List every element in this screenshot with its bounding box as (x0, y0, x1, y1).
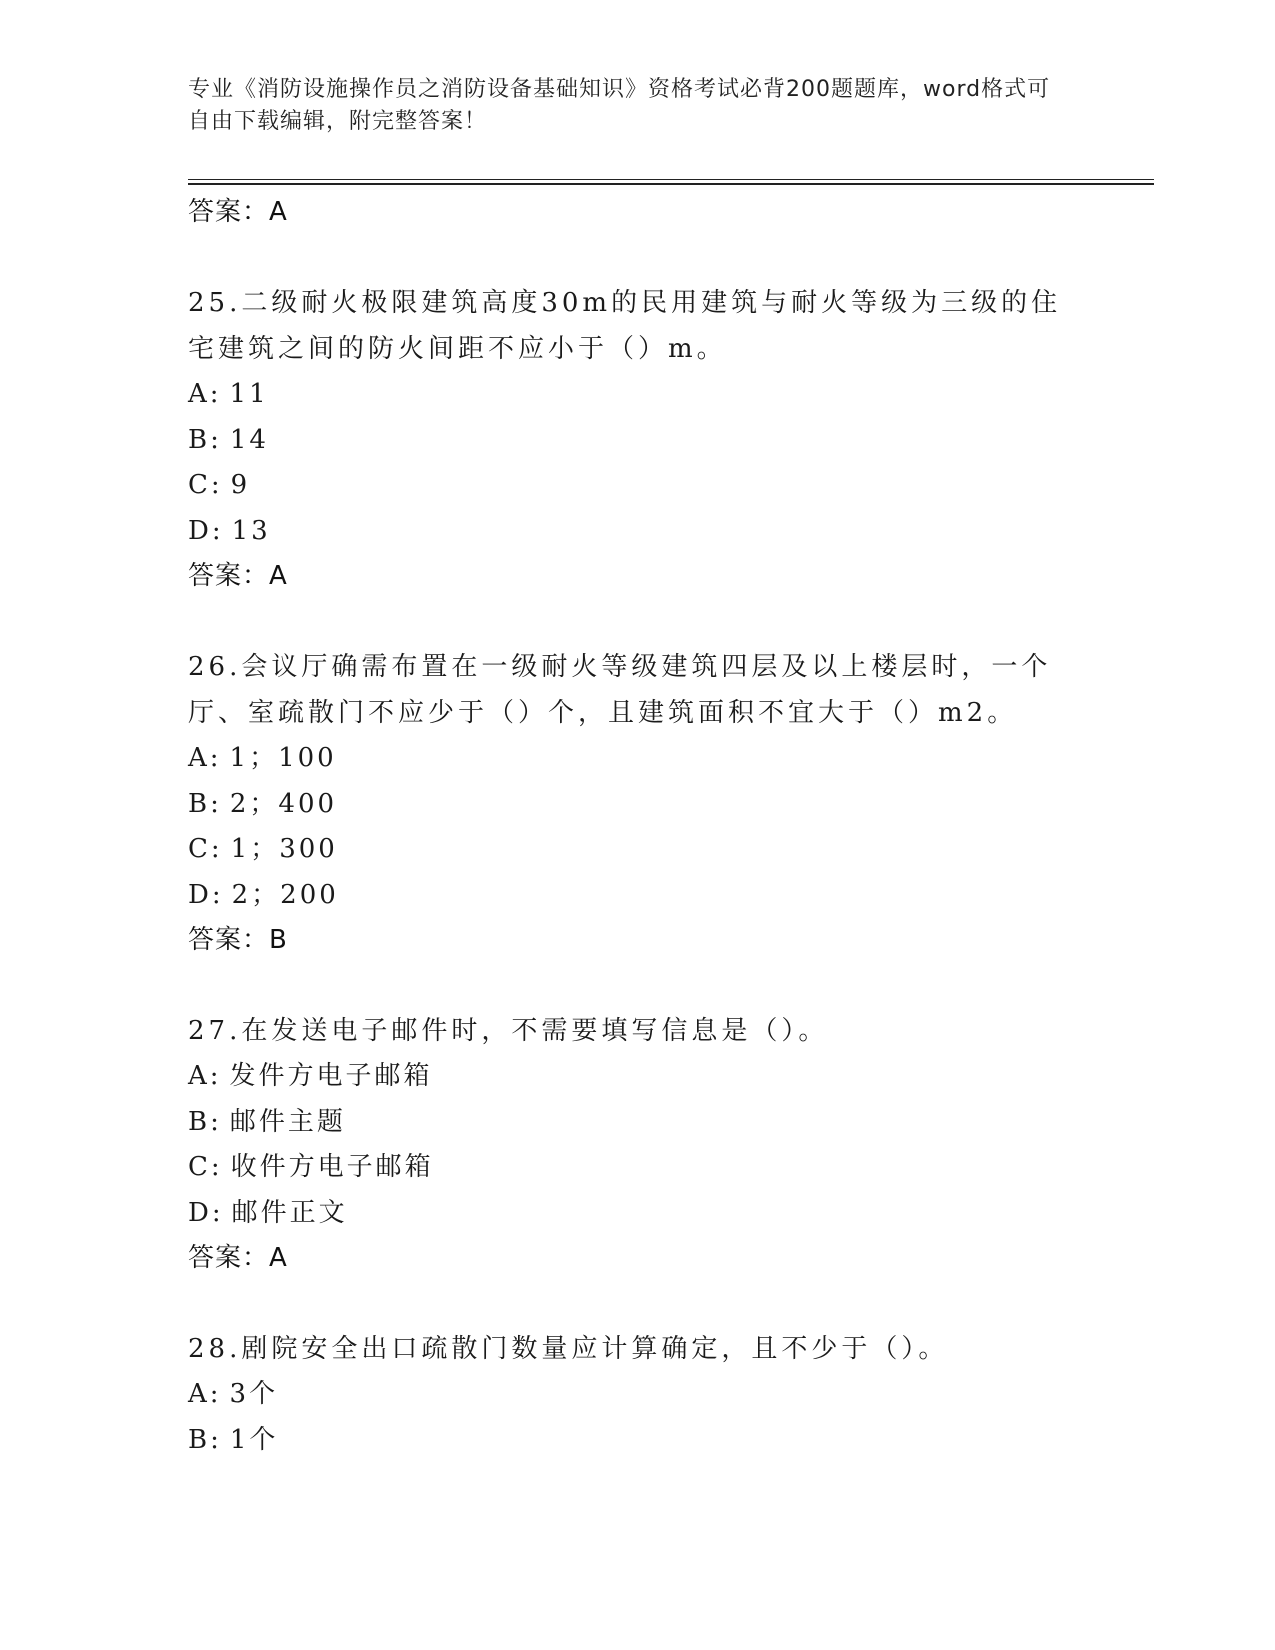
option-key: D (188, 879, 212, 910)
answer-line: 答案：A (188, 561, 288, 591)
question-list (188, 190, 1088, 1463)
option-key: D (188, 1197, 212, 1228)
option-d: D: 邮件正文 (188, 1197, 348, 1228)
option-text: 1；300 (230, 834, 338, 864)
option-b: B: 1个 (188, 1424, 279, 1455)
option-text: 邮件正文 (231, 1197, 348, 1228)
question-26 (188, 644, 1088, 962)
question-28 (188, 1326, 1088, 1463)
question-25 (188, 280, 1088, 598)
option-text: 收件方电子邮箱 (230, 1152, 434, 1182)
option-a: A: 3个 (188, 1379, 279, 1409)
option-text: 1个 (229, 1424, 279, 1455)
option-text: 1；100 (229, 743, 337, 773)
option-key: B (188, 1424, 211, 1455)
option-text: 9 (230, 470, 251, 500)
option-text: 邮件主题 (229, 1106, 346, 1137)
question-text: 27.在发送电子邮件时，不需要填写信息是（）。 (188, 1016, 829, 1046)
option-d: D: 2；200 (188, 879, 339, 910)
option-text: 13 (231, 515, 271, 546)
option-key: B (188, 424, 211, 455)
option-key: B (188, 788, 211, 819)
option-a: A: 发件方电子邮箱 (188, 1061, 433, 1091)
previous-answer: 答案：A (188, 197, 288, 227)
option-key: B (188, 1106, 211, 1137)
option-d: D: 13 (188, 515, 271, 546)
question-text: 28.剧院安全出口疏散门数量应计算确定，且不少于（）。 (188, 1334, 949, 1364)
question-text: 26.会议厅确需布置在一级耐火等级建筑四层及以上楼层时，一个厅、室疏散门不应少于（）个，且建筑面积不宜大于（）m2。 (188, 652, 1052, 728)
option-text: 发件方电子邮箱 (229, 1061, 433, 1091)
option-text: 11 (229, 379, 269, 409)
option-a: A: 1；100 (188, 743, 337, 773)
option-key: A (188, 379, 210, 409)
option-c: C: 9 (188, 470, 251, 500)
question-text: 25.二级耐火极限建筑高度30m的民用建筑与耐火等级为三级的住宅建筑之间的防火间距不应小于（）m。 (188, 288, 1062, 364)
option-b: B: 邮件主题 (188, 1106, 346, 1137)
question-27 (188, 1008, 1088, 1280)
option-key: A (188, 1379, 210, 1409)
answer-line: 答案：A (188, 1243, 288, 1273)
header-rule-thick (188, 183, 1154, 185)
option-key: C (188, 1152, 211, 1182)
option-key: A (188, 743, 210, 773)
option-c: C: 1；300 (188, 834, 338, 864)
option-text: 2；200 (231, 879, 339, 910)
option-key: C (188, 834, 211, 864)
page-header: 专业《消防设施操作员之消防设备基础知识》资格考试必背200题题库，word格式可自由下载编辑，附完整答案！ (188, 77, 1051, 134)
option-a: A: 11 (188, 379, 269, 409)
option-text: 14 (229, 424, 269, 455)
option-c: C: 收件方电子邮箱 (188, 1152, 434, 1182)
option-key: C (188, 470, 211, 500)
option-b: B: 2；400 (188, 788, 338, 819)
option-key: D (188, 515, 212, 546)
answer-line: 答案：B (188, 925, 288, 955)
option-text: 3个 (229, 1379, 279, 1409)
header-rule-thin (188, 179, 1154, 180)
option-text: 2；400 (229, 788, 338, 819)
option-b: B: 14 (188, 424, 269, 455)
option-key: A (188, 1061, 210, 1091)
